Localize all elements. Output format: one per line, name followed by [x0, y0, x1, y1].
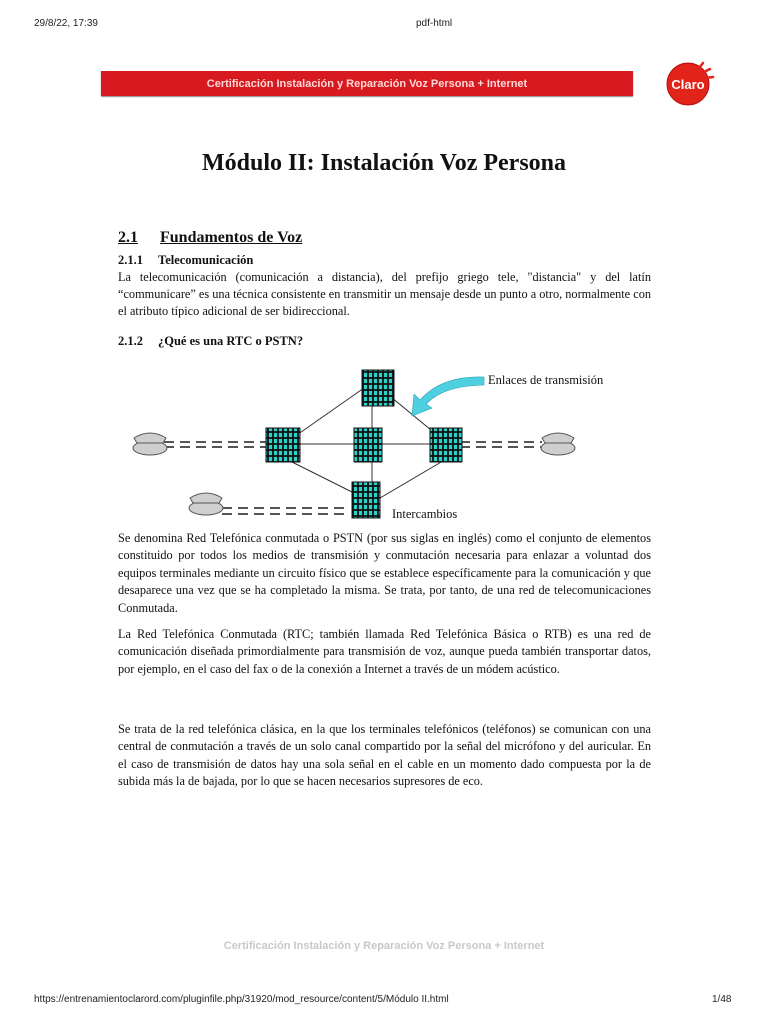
claro-logo [664, 60, 716, 106]
subsection-2-title: ¿Qué es una RTC o PSTN? [158, 334, 304, 348]
paragraph-classic-network: Se trata de la red telefónica clásica, en la que los terminales telefónicos (teléfonos) se comunican con una central de conmutación a través de un solo canal compartido por la señal del micrófono y del auricular. En el caso de transmisión de datos hay una sola señal en el cable en un momento dado compuesta por la de subida más la de bajada, por lo que se hacen necesarios supresores de eco. [118, 722, 651, 789]
print-doc-title: pdf-html [416, 18, 453, 29]
section-title: Fundamentos de Voz [160, 229, 303, 246]
exchange-left [266, 428, 300, 462]
module-title: Módulo II: Instalación Voz Persona [201, 150, 567, 176]
exchange-right [430, 428, 462, 462]
section-heading [118, 229, 302, 247]
exchange-top [362, 370, 394, 406]
pstn-diagram [118, 360, 638, 532]
logo-text: Claro [671, 77, 705, 92]
telephone-icon [189, 493, 223, 515]
paragraph-rtc: La Red Telefónica Conmutada (RTC; también llamada Red Telefónica Básica o RTB) es una red de comunicación diseñada primordialmente para transmisión de voz, aunque pueda también transportar datos, por ejemplo, en el caso del fax o de la conexión a Internet a través de un módem acústico. [118, 627, 651, 676]
subsection-1-title: Telecomunicación [158, 253, 254, 267]
telephone-icon [133, 433, 167, 455]
paragraph-pstn-definition: Se denomina Red Telefónica conmutada o PSTN (por sus siglas en inglés) como el conjunto de elementos constituido por todos los medios de transmisión y conmutación necesaria para enlazar a voluntad dos equipos terminales mediante un circuito físico que se establece específicamente para la comunicación y que desaparece una vez que se ha completado la misma. Se trata, por tanto, de una red de telecomunicaciones Conmutada. [118, 531, 651, 615]
subsection-heading-2 [118, 334, 303, 349]
section-number: 2.1 [118, 229, 138, 246]
exchange-center [354, 428, 382, 462]
paragraph-telecom: La telecomunicación (comunicación a distancia), del prefijo griego tele, "distancia" y del latín “communicare” es una técnica consistente en transmitir un mensaje desde un punto a otro, normalmente con el atributo típico adicional de ser bidireccional. [118, 270, 651, 318]
print-datetime: 29/8/22, 17:39 [34, 18, 98, 29]
label-exchanges: Intercambios [392, 507, 458, 521]
telephone-icon [541, 433, 575, 455]
subsection-heading-1 [118, 253, 253, 268]
arrow-icon [412, 377, 484, 416]
subsection-1-number: 2.1.1 [118, 253, 143, 267]
label-transmission-links: Enlaces de transmisión [488, 373, 604, 387]
footer-url: https://entrenamientoclarord.com/pluginfile.php/31920/mod_resource/content/5/Módulo II.html [34, 994, 449, 1005]
footer-banner: Certificación Instalación y Reparación Voz Persona + Internet [223, 940, 545, 952]
page-number: 1/48 [712, 994, 732, 1005]
header-banner: Certificación Instalación y Reparación Voz Persona + Internet [101, 71, 633, 96]
exchange-bottom [352, 482, 380, 518]
subsection-2-number: 2.1.2 [118, 334, 143, 348]
